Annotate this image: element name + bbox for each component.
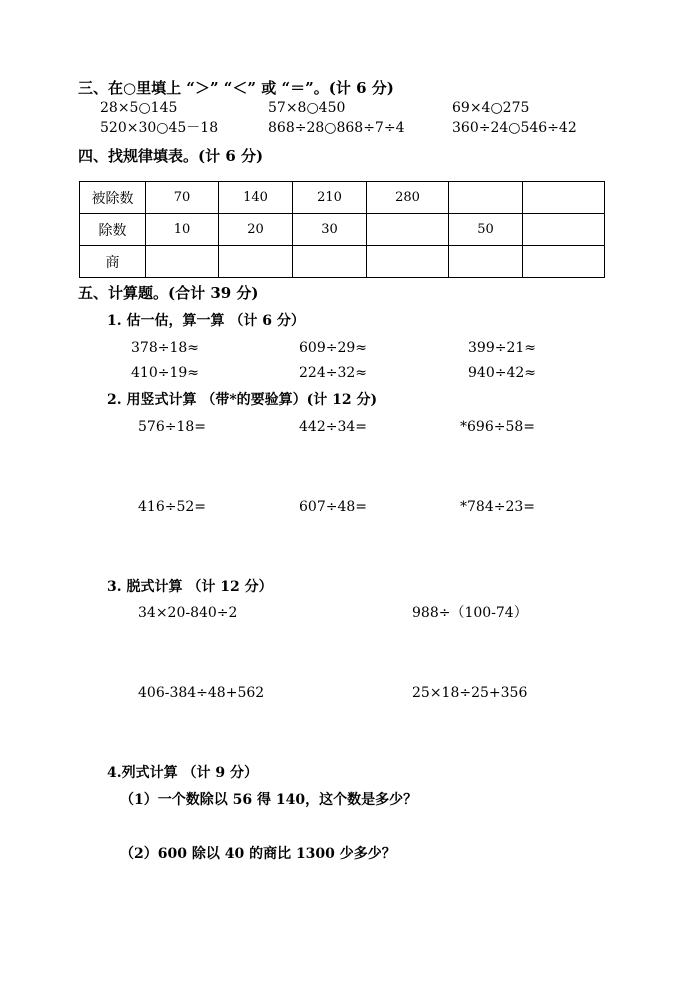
compare-item-6: 360÷24○546÷42 [452, 120, 577, 136]
stepwise-item-3: 406-384÷48+562 [138, 685, 265, 701]
compare-item-1: 28×5○145 [100, 100, 178, 116]
vertical-calc-item-6: *784÷23= [460, 499, 535, 515]
vertical-calc-item-4: 416÷52= [138, 499, 206, 515]
part3-title: 3. 脱式计算 （计 12 分） [107, 579, 273, 595]
table-cell [449, 246, 523, 278]
pattern-table [79, 181, 605, 278]
table-cell [449, 182, 523, 214]
table-cell [367, 214, 449, 246]
compare-item-5: 868÷28○868÷7÷4 [268, 120, 405, 136]
compare-item-2: 57×8○450 [268, 100, 346, 116]
table-cell [219, 246, 293, 278]
vertical-calc-item-3: *696÷58= [460, 419, 535, 435]
table-cell: 210 [293, 182, 367, 214]
part4-title: 4.列式计算 （计 9 分） [107, 765, 258, 781]
estimate-item-1: 378÷18≈ [131, 340, 199, 356]
compare-item-3: 69×4○275 [452, 100, 530, 116]
vertical-calc-item-5: 607÷48= [299, 499, 367, 515]
estimate-item-3: 399÷21≈ [468, 340, 536, 356]
row-label: 除数 [80, 214, 146, 246]
table-cell: 10 [146, 214, 219, 246]
table-cell [523, 182, 605, 214]
vertical-calc-item-2: 442÷34= [299, 419, 367, 435]
table-cell: 30 [293, 214, 367, 246]
row-label: 商 [80, 246, 146, 278]
vertical-calc-item-1: 576÷18= [138, 419, 206, 435]
table-row-dividend [80, 182, 605, 214]
table-cell [523, 246, 605, 278]
table-row-divisor [80, 214, 605, 246]
part1-title: 1. 估一估，算一算 （计 6 分） [107, 313, 305, 329]
estimate-item-6: 940÷42≈ [468, 365, 536, 381]
estimate-item-4: 410÷19≈ [131, 365, 199, 381]
compare-item-4: 520×30○45－18 [100, 120, 219, 136]
estimate-item-2: 609÷29≈ [299, 340, 367, 356]
row-label: 被除数 [80, 182, 146, 214]
table-cell: 70 [146, 182, 219, 214]
table-cell: 140 [219, 182, 293, 214]
section5-title: 五、计算题。(合计 39 分) [78, 284, 259, 302]
stepwise-item-2: 988÷（100-74） [412, 605, 528, 621]
section4-title: 四、找规律填表。(计 6 分) [78, 147, 264, 165]
stepwise-item-4: 25×18÷25+356 [412, 685, 528, 701]
section3-title: 三、在○里填上 “＞” “＜” 或 “＝”。(计 6 分) [78, 79, 394, 97]
table-cell [523, 214, 605, 246]
table-cell: 50 [449, 214, 523, 246]
word-problem-2: （2）600 除以 40 的商比 1300 少多少？ [120, 846, 396, 862]
table-cell: 280 [367, 182, 449, 214]
table-cell [293, 246, 367, 278]
word-problem-1: （1）一个数除以 56 得 140，这个数是多少？ [120, 792, 418, 808]
table-row-quotient [80, 246, 605, 278]
table-cell [146, 246, 219, 278]
stepwise-item-1: 34×20-840÷2 [138, 605, 238, 621]
part2-title: 2. 用竖式计算 （带*的要验算）(计 12 分) [107, 392, 378, 408]
estimate-item-5: 224÷32≈ [299, 365, 367, 381]
table-cell: 20 [219, 214, 293, 246]
table-cell [367, 246, 449, 278]
